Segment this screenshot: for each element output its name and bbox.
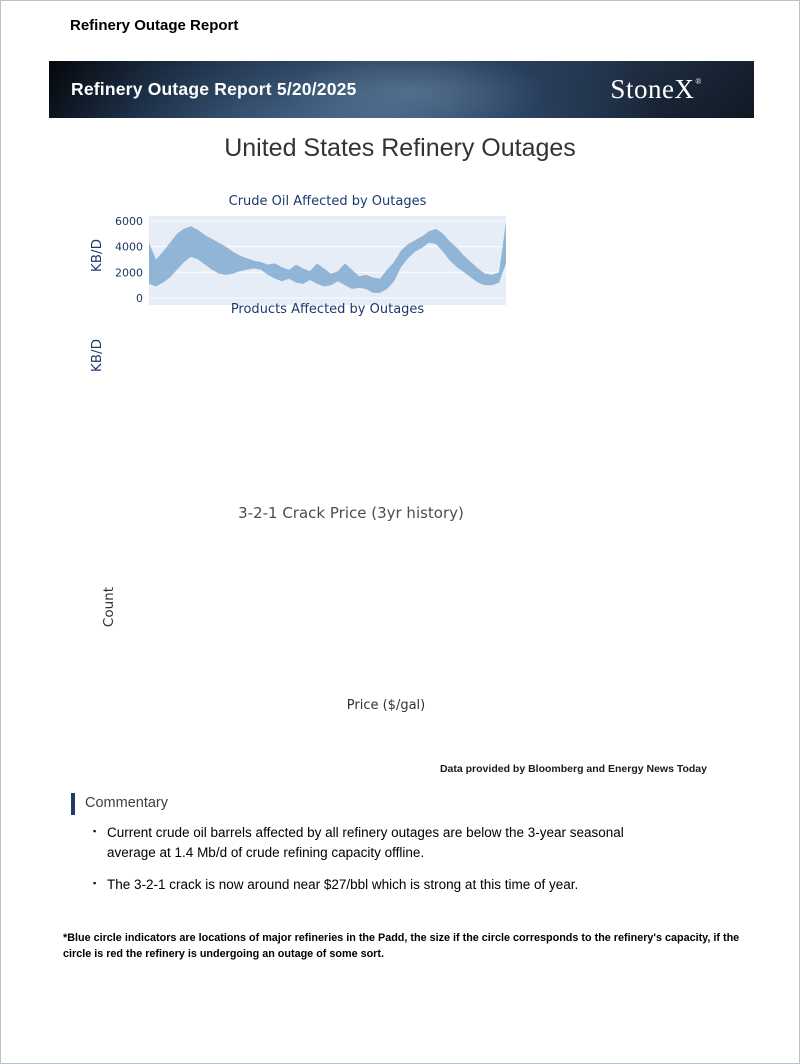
bullet-text: Current crude oil barrels affected by all refinery outages are below the 3-year seasonal average at 1.4 Mb/d of crude refining capacity offline. <box>107 825 624 860</box>
footnote: *Blue circle indicators are locations of major refineries in the Padd, the size if the circle corresponds to the refinery's capacity, if the circle is red the refinery is undergoing an outage of some sort. <box>63 932 740 960</box>
stonex-logo <box>610 61 702 118</box>
bullet-item <box>93 875 693 895</box>
banner-title: Refinery Outage Report 5/20/2025 <box>71 79 357 99</box>
report-banner <box>49 61 754 118</box>
commentary-bullets <box>93 823 693 908</box>
y-tick-label: 2000 <box>115 266 143 280</box>
bullet-marker: ▪ <box>93 878 97 889</box>
price-xlabel: Price ($/gal) <box>346 698 426 713</box>
main-heading: United States Refinery Outages <box>224 134 576 162</box>
bullet-text: The 3-2-1 crack is now around near $27/bbl which is strong at this time of year. <box>107 877 579 893</box>
y-tick-label: 4000 <box>115 240 143 254</box>
attribution: Data provided by Bloomberg and Energy News Today <box>439 763 707 775</box>
crude-ylabel: KB/D <box>89 239 105 273</box>
y-tick-label: 0 <box>136 292 143 305</box>
commentary-accent-bar <box>71 793 75 815</box>
doc-title: Refinery Outage Report <box>70 17 239 34</box>
count-ylabel: Count <box>101 587 117 628</box>
products-ylabel: KB/D <box>89 339 105 373</box>
crude-chart-title: Crude Oil Affected by Outages <box>228 194 427 209</box>
stonex-wordmark: StoneX <box>610 74 695 104</box>
y-tick-label: 6000 <box>115 215 143 228</box>
bullet-item <box>93 823 693 862</box>
registered-mark: ® <box>695 77 702 86</box>
crack-price-chart-title: 3-2-1 Crack Price (3yr history) <box>238 504 464 522</box>
products-chart-title: Products Affected by Outages <box>230 302 425 317</box>
bullet-marker: ▪ <box>93 826 97 836</box>
commentary-heading: Commentary <box>85 795 168 811</box>
